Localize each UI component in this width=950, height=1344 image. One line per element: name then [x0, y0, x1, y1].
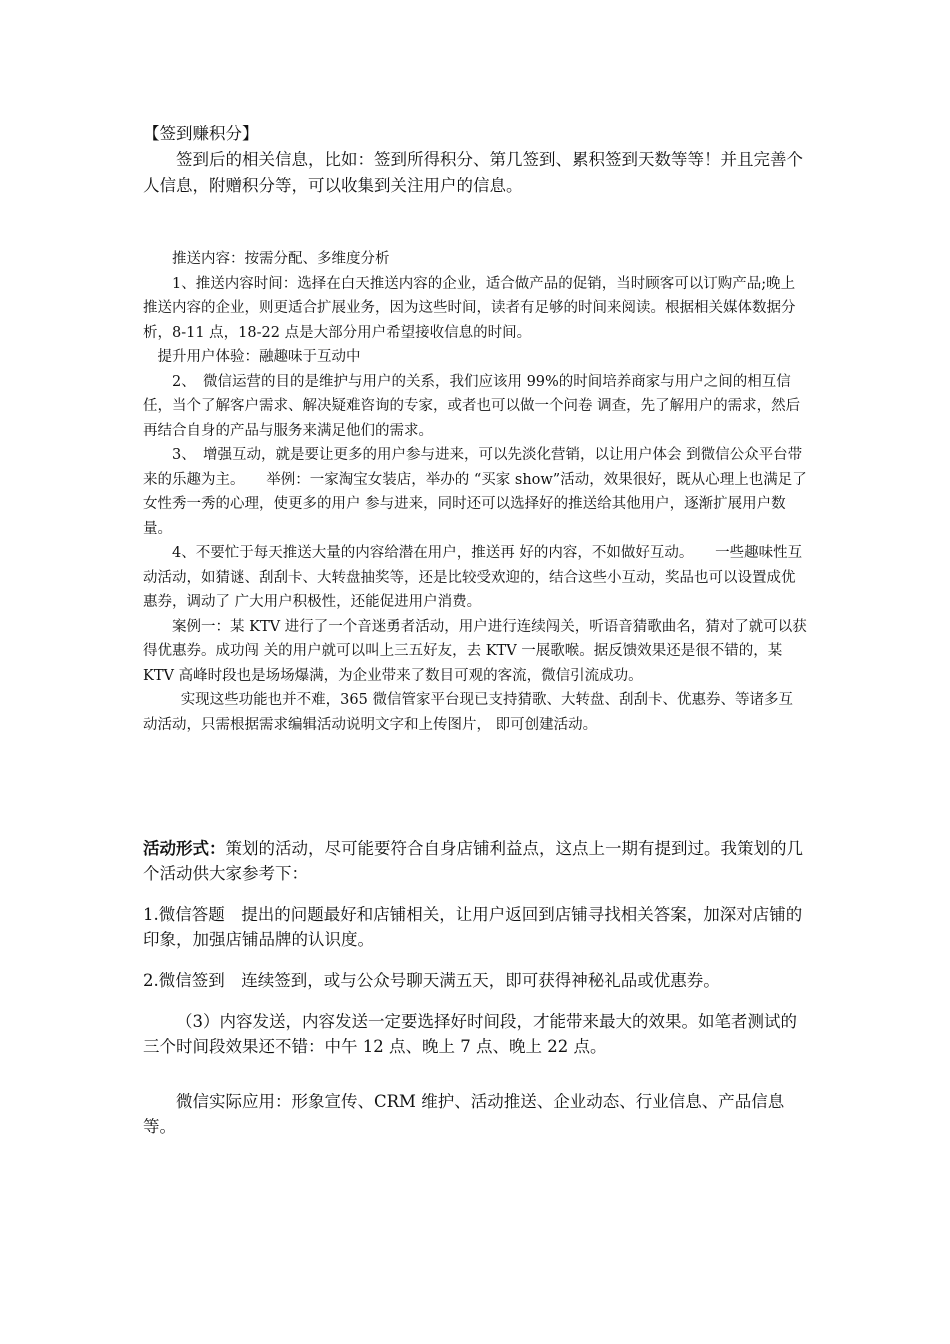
fun-activities-paragraph: 4、不要忙于每天推送大量的内容给潜在用户，推送再 好的内容，不如做好互动。 一些趣味性互动活动，如猜谜、刮刮卡、大转盘抽奖等，还是比较受欢迎的，结合这些小互动，奖品也可以设置成优惠券，调动了 广大用户积极性，还能促进用户消费。	[143, 545, 803, 610]
content-sending-item: （3）内容发送，内容发送一定要选择好时间段，才能带来最大的效果。如笔者测试的三个时间段效果还不错：中午 12 点、晚上 7 点、晚上 22 点。	[143, 1012, 797, 1056]
push-content-heading: 推送内容：按需分配、多维度分析	[172, 251, 390, 267]
wechat-checkin-item: 2.微信签到 连续签到，或与公众号聊天满五天，即可获得神秘礼品或优惠券。	[143, 971, 720, 990]
implementation-paragraph: 实现这些功能也并不难，365 微信管家平台现已支持猜歌、大转盘、刮刮卡、优惠券、等诸多互动活动，只需根据需求编辑活动说明文字和上传图片， 即可创建活动。	[143, 692, 793, 733]
section-title-checkin: 【签到赚积分】	[143, 124, 259, 143]
ktv-case-paragraph: 案例一：某 KTV 进行了一个音迷勇者活动，用户进行连续闯关，听语音猜歌曲名，猜对了就可以获得优惠券。成功闯 关的用户就可以叫上三五好友，去 KTV 一展歌喉。据反馈效果还是很不错的，某 KTV 高峰时段也是场场爆满，为企业带来了数目可观的客流，微信引流成功。	[143, 618, 807, 684]
checkin-paragraph: 签到后的相关信息，比如：签到所得积分、第几签到、累积签到天数等等！并且完善个人信息，附赠积分等，可以收集到关注用户的信息。	[143, 150, 803, 195]
relationship-paragraph: 2、 微信运营的目的是维护与用户的关系，我们应该用 99%的时间培养商家与用户之间的相互信任，当个了解客户需求、解决疑难咨询的专家，或者也可以做一个问卷 调查，先了解用户的需求，然后再结合自身的产品与服务来满足他们的需求。	[143, 373, 801, 439]
document-body	[143, 121, 807, 1139]
wechat-quiz-item: 1.微信答题 提出的问题最好和店铺相关，让用户返回到店铺寻找相关答案，加深对店铺的印象，加强店铺品牌的认识度。	[143, 905, 803, 949]
push-time-paragraph: 1、推送内容时间：选择在白天推送内容的企业，适合做产品的促销，当时顾客可以订购产品;晚上推送内容的企业，则更适合扩展业务，因为这些时间，读者有足够的时间来阅读。根据相关媒体数据分析，8-11 点，18-22 点是大部分用户希望接收信息的时间。	[143, 275, 796, 341]
user-experience-heading: 提升用户体验：融趣味于互动中	[157, 349, 361, 365]
activity-format-paragraph	[143, 836, 807, 886]
interaction-paragraph: 3、 增强互动，就是要让更多的用户参与进来，可以先淡化营销，以让用户体会 到微信公众平台带来的乐趣为主。 举例：一家淘宝女装店，举办的 “买家 show”活动，效果很好，既从心理上也满足了女性秀一秀的心理，使更多的用户 参与进来，同时还可以选择好的推送给其他用户，逐渐扩展用户数量。	[143, 447, 807, 537]
activity-format-intro: 策划的活动，尽可能要符合自身店铺利益点，这点上一期有提到过。我策划的几个活动供大家参考下：	[143, 839, 803, 883]
activity-format-label: 活动形式：	[143, 839, 226, 858]
wechat-applications-paragraph: 微信实际应用：形象宣传、CRM 维护、活动推送、企业动态、行业信息、产品信息等。	[143, 1092, 785, 1136]
